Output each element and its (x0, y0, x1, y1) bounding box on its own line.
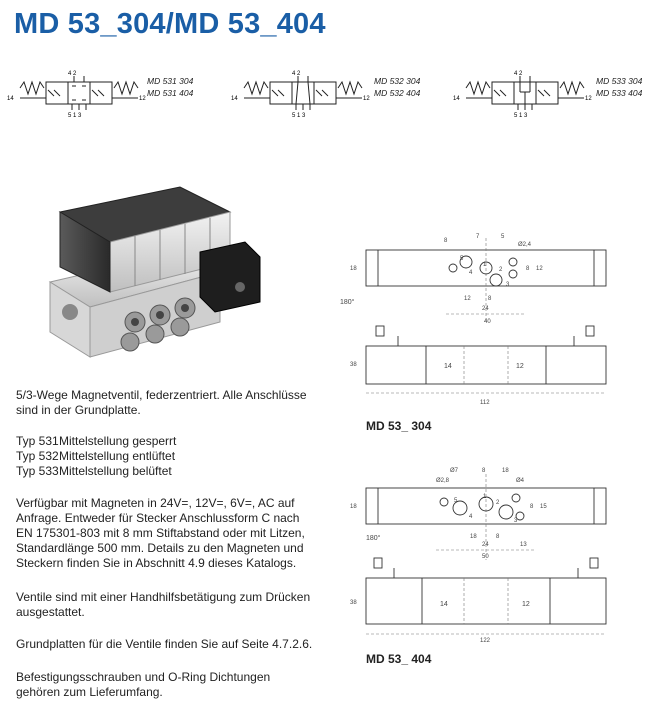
svg-text:Ø2,4: Ø2,4 (518, 242, 532, 248)
svg-text:5: 5 (501, 234, 505, 240)
svg-text:18: 18 (350, 504, 357, 510)
product-photo (30, 172, 270, 362)
svg-text:1: 1 (483, 262, 487, 268)
port-12-label: 12 (363, 96, 370, 102)
type-row: Typ 533Mittelstellung belüftet (16, 464, 172, 478)
svg-text:24: 24 (482, 306, 489, 312)
baseplate-text: Grundplatten für die Ventile finden Sie auf Seite 4.7.2.6. (16, 637, 313, 651)
svg-text:8: 8 (526, 266, 530, 272)
svg-text:180°: 180° (340, 299, 355, 306)
availability-text: Verfügbar mit Magneten in 24V=, 12V=, 6V=, AC auf Anfrage. Entweder für Stecker Anschlussform C nach EN 175301-803 mit 8 mm Stiftabstand oder mit Litzen, Standardlänge 500 mm. Details zu den Magneten und Steckern finden Sie in Abschnitt 4.9 dieses Katalogs. (16, 496, 305, 570)
svg-text:Ø4: Ø4 (516, 478, 525, 484)
svg-text:Ø7: Ø7 (450, 468, 459, 474)
bottom-ports-label: 5 1 3 (68, 113, 82, 118)
bottom-ports-label: 5 1 3 (514, 113, 528, 118)
type-row: Typ 531Mittelstellung gesperrt (16, 434, 177, 448)
svg-text:12: 12 (464, 296, 471, 302)
svg-text:13: 13 (520, 542, 527, 548)
bottom-ports-label: 5 1 3 (292, 113, 306, 118)
svg-text:4: 4 (469, 270, 473, 276)
valve-symbol-531 (6, 68, 146, 118)
svg-text:3: 3 (514, 518, 518, 524)
svg-text:122: 122 (480, 638, 491, 644)
svg-text:8: 8 (530, 504, 534, 510)
drawing-md53-304 (336, 228, 636, 413)
port-14-label: 14 (231, 96, 238, 102)
svg-text:180°: 180° (366, 535, 381, 542)
svg-text:2: 2 (496, 500, 500, 506)
symbol-label-531: MD 531 304 MD 531 404 (147, 76, 194, 98)
manual-override-text: Ventile sind mit einer Handhilfsbetätigung zum Drücken ausgestattet. (16, 590, 311, 619)
svg-text:1: 1 (483, 494, 487, 500)
top-ports-label: 4 2 (292, 71, 301, 77)
caption-304: MD 53_ 304 (366, 419, 432, 433)
svg-text:112: 112 (480, 400, 490, 406)
svg-text:15: 15 (540, 504, 547, 510)
svg-text:5: 5 (460, 256, 464, 262)
caption-404: MD 53_ 404 (366, 652, 432, 666)
port-14-label: 14 (7, 96, 14, 102)
svg-text:8: 8 (444, 238, 448, 244)
svg-text:18: 18 (502, 468, 509, 474)
type-list (16, 434, 176, 479)
svg-text:38: 38 (350, 600, 357, 606)
svg-text:7: 7 (476, 234, 480, 240)
type-row: Typ 532Mittelstellung entlüftet (16, 449, 176, 463)
svg-text:24: 24 (482, 542, 489, 548)
port-12-label: 12 (585, 96, 592, 102)
svg-text:8: 8 (496, 534, 500, 540)
drawing-md53-404 (336, 460, 636, 645)
svg-text:2: 2 (499, 267, 503, 273)
svg-text:14: 14 (440, 601, 448, 608)
included-text: Befestigungsschrauben und O-Ring Dichtungen gehören zum Lieferumfang. (16, 670, 271, 699)
svg-text:12: 12 (522, 601, 530, 608)
port-12-label: 12 (139, 96, 146, 102)
svg-text:14: 14 (444, 363, 452, 370)
svg-text:8: 8 (488, 296, 492, 302)
svg-text:5: 5 (454, 498, 458, 504)
intro-text: 5/3-Wege Magnetventil, federzentriert. Alle Anschlüsse sind in der Grundplatte. (16, 388, 307, 417)
svg-text:12: 12 (536, 266, 543, 272)
svg-text:40: 40 (484, 319, 491, 325)
svg-text:Ø2,8: Ø2,8 (436, 478, 450, 484)
top-ports-label: 4 2 (68, 71, 77, 77)
svg-text:18: 18 (470, 534, 477, 540)
svg-text:3: 3 (506, 282, 510, 288)
valve-symbol-533 (452, 68, 592, 118)
svg-text:4: 4 (469, 514, 473, 520)
symbol-label-533: MD 533 304 MD 533 404 (596, 76, 643, 98)
svg-text:50: 50 (482, 554, 489, 560)
page-title: MD 53_304/MD 53_404 (14, 8, 326, 40)
svg-text:8: 8 (482, 468, 486, 474)
top-ports-label: 4 2 (514, 71, 523, 77)
svg-text:38: 38 (350, 362, 357, 368)
port-14-label: 14 (453, 96, 460, 102)
svg-text:12: 12 (516, 363, 524, 370)
svg-text:18: 18 (350, 266, 357, 272)
valve-symbol-532 (230, 68, 370, 118)
symbol-label-532: MD 532 304 MD 532 404 (374, 76, 421, 98)
